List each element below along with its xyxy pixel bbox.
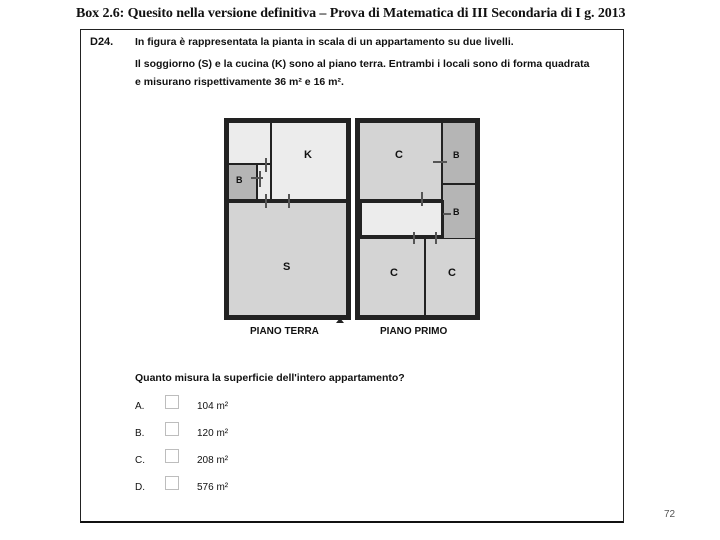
door-mark	[433, 161, 447, 163]
option-b-letter: B.	[135, 428, 145, 439]
option-c-value: 208 m²	[197, 455, 229, 466]
option-d-value: 576 m²	[197, 482, 229, 493]
option-b-value: 120 m²	[197, 428, 229, 439]
door-mark	[259, 171, 261, 187]
door-mark	[265, 158, 267, 172]
question-line-3: e misurano rispettivamente 36 m² e 16 m².	[135, 76, 344, 88]
first-c3-room	[425, 238, 476, 316]
first-c2-room	[359, 238, 425, 316]
first-c2-label: C	[390, 267, 398, 279]
ground-floor-label: PIANO TERRA	[250, 326, 319, 337]
first-c3-label: C	[448, 267, 456, 279]
first-b1-label: B	[453, 150, 460, 160]
option-c-letter: C.	[135, 455, 145, 466]
door-mark	[435, 232, 437, 244]
door-mark	[421, 192, 423, 206]
first-hallway	[359, 200, 444, 238]
option-c-checkbox[interactable]	[165, 449, 179, 463]
option-d-checkbox[interactable]	[165, 476, 179, 490]
option-b-checkbox[interactable]	[165, 422, 179, 436]
first-c1-label: C	[395, 149, 403, 161]
question-id: D24.	[90, 36, 114, 48]
option-a-value: 104 m²	[197, 401, 229, 412]
first-b2-room	[442, 184, 476, 240]
first-b1-room	[442, 122, 476, 184]
ground-living-label: S	[283, 261, 291, 273]
first-floor-label: PIANO PRIMO	[380, 326, 448, 337]
first-c1-room	[359, 122, 442, 200]
ground-kitchen-label: K	[304, 149, 312, 161]
option-a-checkbox[interactable]	[165, 395, 179, 409]
door-mark	[265, 194, 267, 208]
question-prompt: Quanto misura la superficie dell'intero appartamento?	[135, 372, 405, 384]
ground-floor-plan	[224, 118, 351, 320]
first-floor-plan	[355, 118, 480, 320]
option-a-letter: A.	[135, 401, 145, 412]
door-mark	[251, 177, 263, 179]
ground-bath-room	[228, 164, 257, 200]
first-b2-label: B	[453, 207, 460, 217]
question-line-2: Il soggiorno (S) e la cucina (K) sono al piano terra. Entrambi i locali sono di forma quadrata	[135, 58, 590, 70]
door-mark	[443, 213, 451, 215]
page-number: 72	[664, 509, 676, 520]
ground-bath-label: B	[236, 175, 243, 185]
door-mark	[288, 194, 290, 208]
box-title: Box 2.6: Quesito nella versione definitiva – Prova di Matematica di III Secondaria di I g. 2013	[76, 6, 626, 21]
question-frame	[80, 29, 624, 523]
ground-living-room	[228, 200, 347, 316]
option-d-letter: D.	[135, 482, 145, 493]
entrance-icon	[336, 318, 344, 323]
question-line-1: In figura è rappresentata la pianta in scala di un appartamento su due livelli.	[135, 36, 514, 48]
ground-kitchen-room	[271, 122, 347, 200]
door-mark	[413, 232, 415, 244]
